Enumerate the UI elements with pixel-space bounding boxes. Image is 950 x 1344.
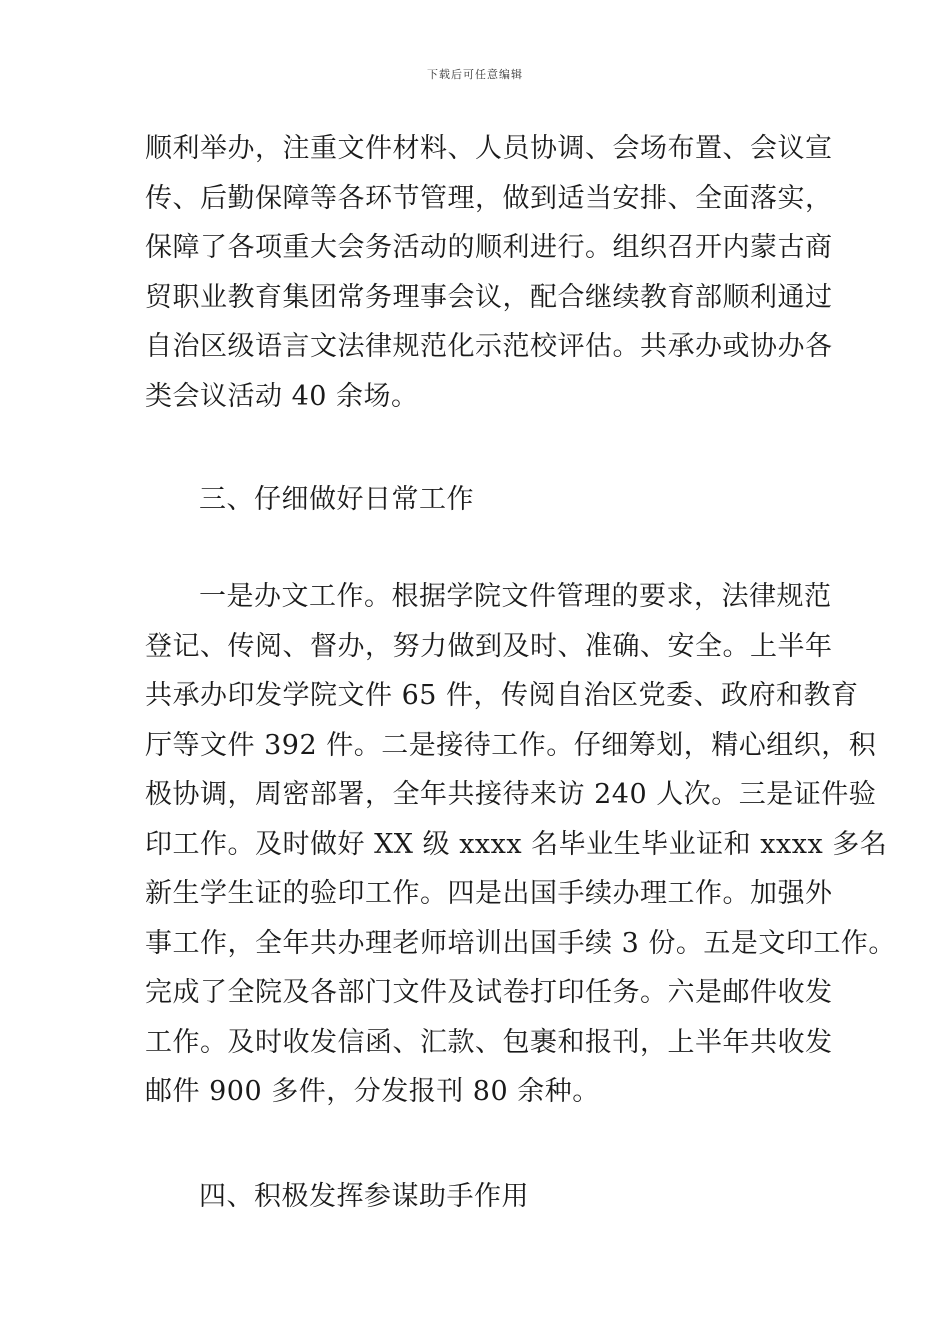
paragraph-line: 印工作。及时做好 XX 级 xxxx 名毕业生毕业证和 xxxx 多名 (145, 828, 888, 860)
page-header: 下载后可任意编辑 (427, 68, 523, 81)
paragraph-line: 一是办文工作。根据学院文件管理的要求，法律规范 (199, 581, 832, 612)
section-heading-three (145, 475, 825, 525)
paragraph-line: 工作。及时收发信函、汇款、包裹和报刊，上半年共收发 (145, 1026, 833, 1058)
paragraph-line: 登记、传阅、督办，努力做到及时、准确、安全。上半年 (145, 630, 833, 662)
paragraph-line: 贸职业教育集团常务理事会议，配合继续教育部顺利通过 (145, 281, 833, 313)
paragraph-line: 自治区级语言文法律规范化示范校评估。共承办或协办各 (145, 331, 833, 362)
paragraph-line: 共承办印发学院文件 65 件，传阅自治区党委、政府和教育 (145, 680, 859, 711)
paragraph-line: 事工作，全年共办理老师培训出国手续 3 份。五是文印工作。 (145, 927, 896, 959)
paragraph-meeting-services (145, 124, 833, 421)
paragraph-line: 邮件 900 多件，分发报刊 80 余种。 (145, 1076, 600, 1107)
paragraph-line: 类会议活动 40 余场。 (145, 380, 419, 412)
paragraph-line: 完成了全院及各部门文件及试卷打印任务。六是邮件收发 (145, 977, 833, 1008)
paragraph-daily-work (145, 572, 896, 1117)
paragraph-line: 新生学生证的验印工作。四是出国手续办理工作。加强外 (145, 878, 833, 909)
paragraph-line: 顺利举办，注重文件材料、人员协调、会场布置、会议宣 (145, 133, 833, 164)
paragraph-line: 厅等文件 392 件。二是接待工作。仔细筹划，精心组织，积 (145, 729, 877, 761)
paragraph-line: 传、后勤保障等各环节管理，做到适当安排、全面落实， (145, 182, 833, 214)
section-heading-text: 四、积极发挥参谋助手作用 (199, 1181, 529, 1212)
section-heading-four (145, 1172, 825, 1222)
paragraph-line: 极协调，周密部署，全年共接待来访 240 人次。三是证件验 (145, 779, 877, 810)
section-heading-text: 三、仔细做好日常工作 (199, 484, 474, 515)
paragraph-line: 保障了各项重大会务活动的顺利进行。组织召开内蒙古商 (145, 232, 833, 263)
